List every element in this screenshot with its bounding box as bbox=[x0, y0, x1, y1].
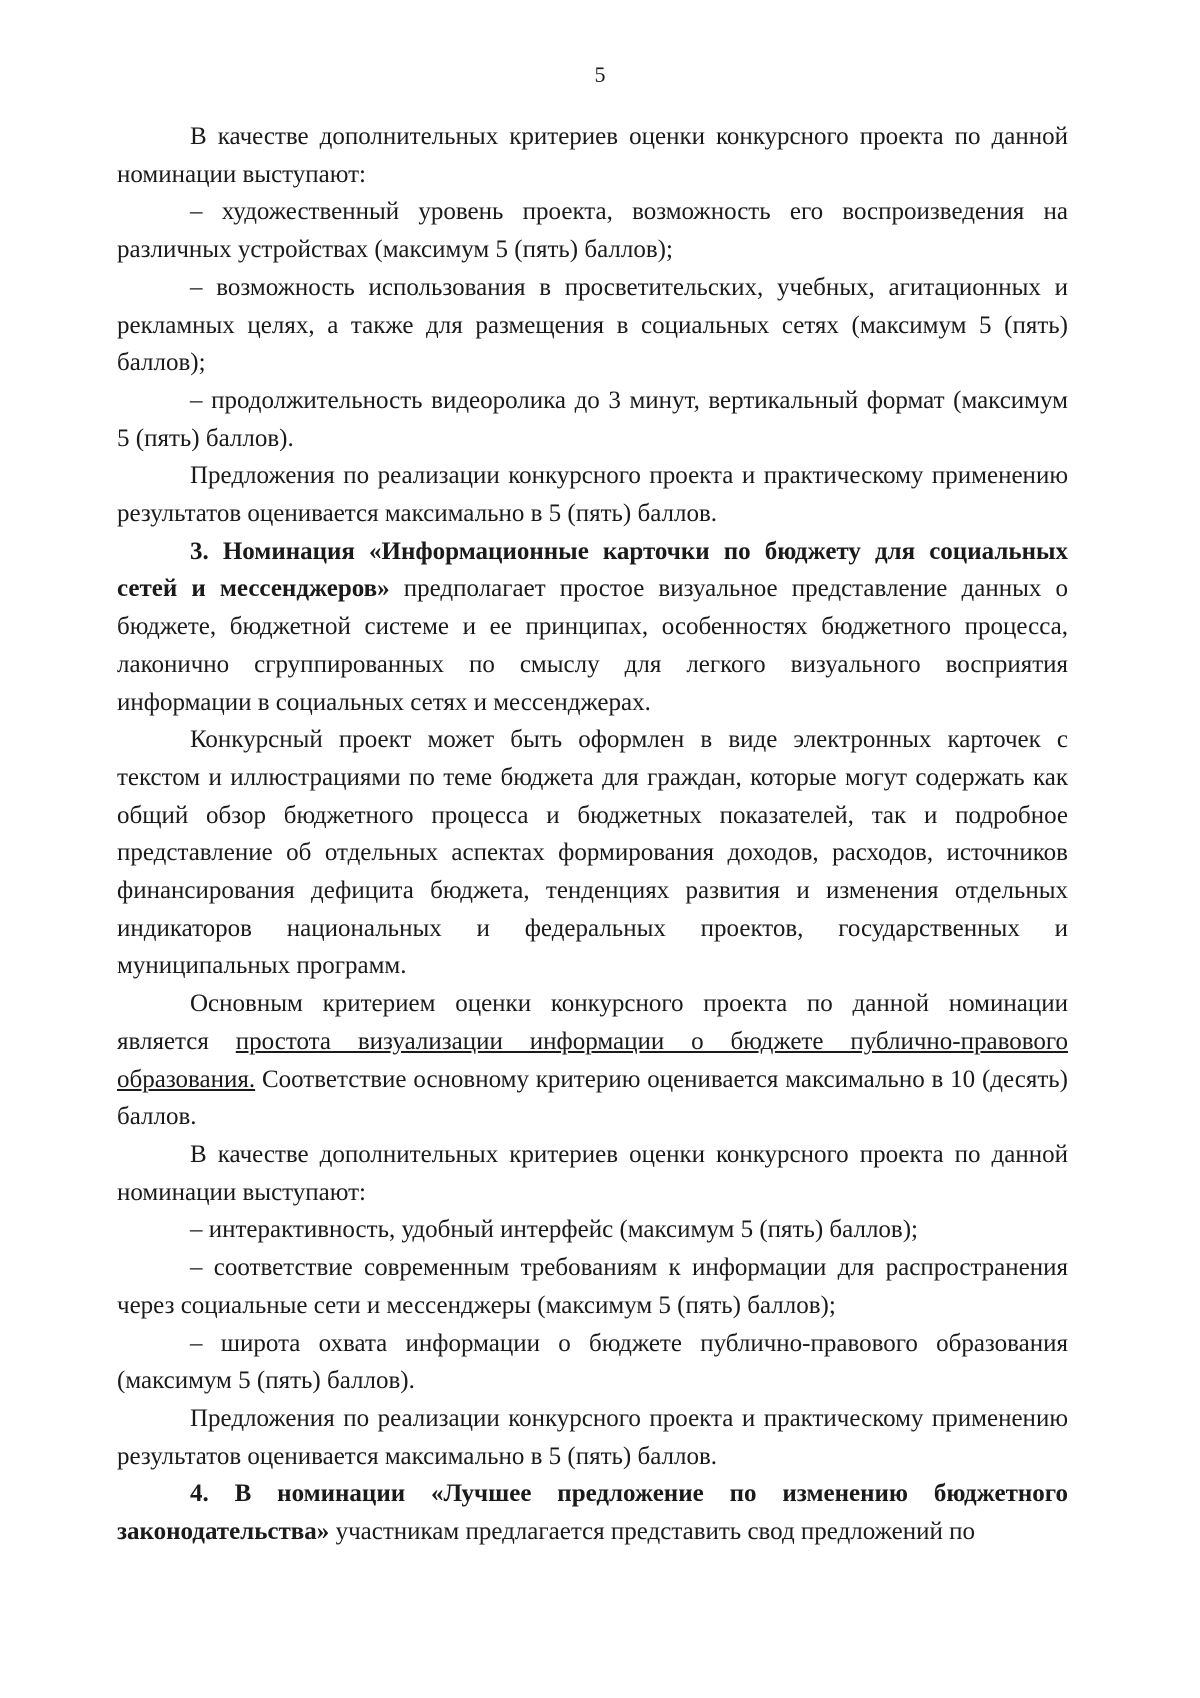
nomination-4-description: участникам предлагается представить свод предложений по bbox=[329, 1518, 975, 1546]
nomination-3-description: предполагает простое визуальное представление данных о бюджете, бюджетной системе и ее принципах, особенностях бюджетного процесса, лаконично сгруппированных по смыслу для легкого визуального восприятия информации в социальных сетях и мессенджерах. bbox=[117, 575, 1068, 716]
nomination-4-title: 4. В номинации «Лучшее предложение по изменению бюджетного законодательства» bbox=[117, 1480, 1068, 1546]
paragraph-project-format: Конкурсный проект может быть оформлен в виде электронных карточек с текстом и иллюстрациями по теме бюджета для граждан, которые могут содержать как общий обзор бюджетного процесса и бюджетных показателей, так и подробное представление об отдельных аспектах формирования доходов, расходов, источников финансирования дефицита бюджета, тенденциях развития и изменения отдельных индикаторов национальных и федеральных проектов, государственных и муниципальных программ. bbox=[117, 726, 1068, 980]
list-item-usage-purposes: – возможность использования в просветительских, учебных, агитационных и рекламных целях, а также для размещения в социальных сетях (максимум 5 (пять) баллов); bbox=[117, 273, 1068, 377]
main-criterion-end: Соответствие основному критерию оценивается максимально в 10 (десять) баллов. bbox=[117, 1065, 1068, 1131]
main-criterion-underlined: простота визуализации информации о бюджете публично-правового образования. bbox=[117, 1027, 1068, 1093]
list-item-modern-requirements: – соответствие современным требованиям к информации для распространения через социальные сети и мессенджеры (максимум 5 (пять) баллов); bbox=[117, 1254, 1068, 1319]
list-item-video-duration: – продолжительность видеоролика до 3 минут, вертикальный формат (максимум 5 (пять) баллов). bbox=[117, 386, 1068, 452]
paragraph-main-criterion bbox=[117, 985, 1068, 1136]
nomination-3-title: 3. Номинация «Информационные карточки по бюджету для социальных сетей и мессенджеров» bbox=[117, 537, 1068, 603]
main-criterion-start: Основным критерием оценки конкурсного проекта по данной номинации является bbox=[117, 990, 1068, 1055]
paragraph-implementation-proposals-2: Предложения по реализации конкурсного проекта и практическому применению результатов оценивается максимально в 5 (пять) баллов. bbox=[117, 1404, 1068, 1470]
list-item-coverage: – широта охвата информации о бюджете публично-правового образования (максимум 5 (пять) баллов). bbox=[117, 1329, 1068, 1395]
paragraph-implementation-proposals: Предложения по реализации конкурсного проекта и практическому применению результатов оценивается максимально в 5 (пять) баллов. bbox=[117, 462, 1068, 528]
paragraph-additional-criteria-intro-2: В качестве дополнительных критериев оценки конкурсного проекта по данной номинации выступают: bbox=[117, 1140, 1068, 1206]
list-item-artistic-level: – художественный уровень проекта, возможность его воспроизведения на различных устройствах (максимум 5 (пять) баллов); bbox=[117, 198, 1068, 264]
paragraph-nomination-3 bbox=[117, 533, 1068, 722]
paragraph-nomination-4 bbox=[117, 1475, 1068, 1550]
paragraph-additional-criteria-intro: В качестве дополнительных критериев оценки конкурсного проекта по данной номинации выступают: bbox=[117, 123, 1068, 188]
document-body bbox=[117, 118, 1068, 1551]
list-item-interactivity: – интерактивность, удобный интерфейс (максимум 5 (пять) баллов); bbox=[190, 1216, 918, 1244]
page-number: 5 bbox=[594, 62, 606, 87]
